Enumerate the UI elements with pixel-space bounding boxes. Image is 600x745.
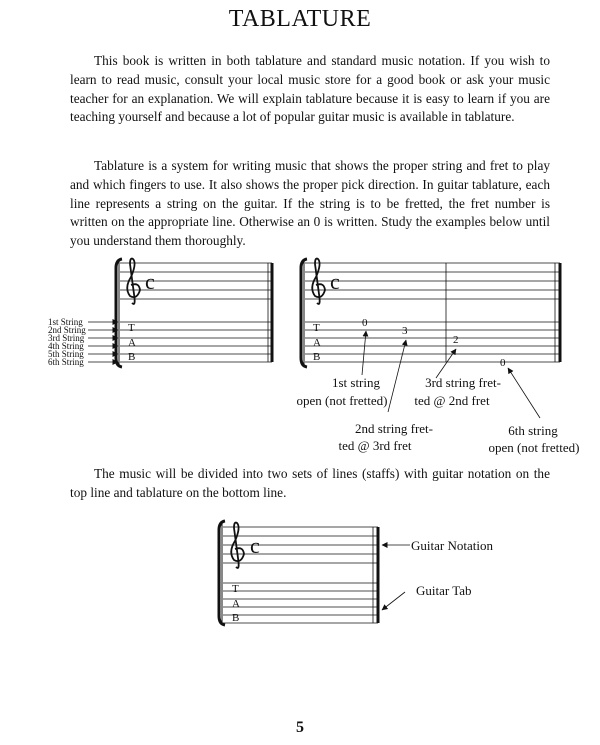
page-title: TABLATURE xyxy=(228,6,372,32)
string-label-diagram xyxy=(88,259,272,367)
string-label-1: 1st String xyxy=(48,317,83,327)
callout-string3-line2: ted @ 2nd fret xyxy=(414,393,490,408)
callout-string1-line1: 1st string xyxy=(331,375,381,390)
tab-letter-b: B xyxy=(128,351,136,363)
tab-letter-t: T xyxy=(313,322,320,334)
tab-letter-a: A xyxy=(128,337,136,349)
combined-staff-diagram xyxy=(219,521,410,625)
callout-string6-line2: open (not fretted) xyxy=(488,440,580,455)
time-signature: c xyxy=(330,269,340,294)
fret-number-string3: 2 xyxy=(453,334,459,346)
callout-string6-line1: 6th string xyxy=(508,423,558,438)
tab-letter-a: A xyxy=(232,598,240,610)
string-label-4: 4th String xyxy=(48,341,84,351)
fret-number-string2: 3 xyxy=(402,325,408,337)
string-labels xyxy=(48,317,86,367)
callout-string3-line1: 3rd string fret- xyxy=(425,375,501,390)
tab-staff xyxy=(120,322,272,362)
intro-paragraph: This book is written in both tablature and standard music notation. If you wish to learn to read music, consult your local music store for a good book or ask your music teacher for an explanation. We will explain tablature because it is easy to learn if you are teaching yourself and because a lot of popular guitar music is available in tablature. xyxy=(70,53,550,125)
callout-string2-line1: 2nd string fret- xyxy=(355,421,433,436)
tab-letter-b: B xyxy=(313,351,321,363)
tab-letter-t: T xyxy=(128,322,135,334)
fret-number-string1: 0 xyxy=(362,317,368,329)
tab-letter-b: B xyxy=(232,612,240,624)
guitar-tab-label: Guitar Tab xyxy=(416,583,472,598)
callout-string2-line2: ted @ 3rd fret xyxy=(338,438,412,453)
standard-staff xyxy=(120,263,272,299)
tab-letter-t: T xyxy=(232,583,239,595)
standard-staff xyxy=(223,527,378,563)
label-arrows xyxy=(382,545,410,610)
standard-staff xyxy=(305,263,560,299)
string-arrows xyxy=(88,322,118,362)
string-label-6: 6th String xyxy=(48,357,84,367)
tab-staff xyxy=(223,583,378,623)
tab-letter-a: A xyxy=(313,337,321,349)
callout-string1-line2: open (not fretted) xyxy=(296,393,388,408)
tab-staff xyxy=(305,322,560,362)
fret-number-string6: 0 xyxy=(500,357,506,369)
guitar-notation-label: Guitar Notation xyxy=(411,538,493,553)
time-signature: c xyxy=(145,269,155,294)
string-label-5: 5th String xyxy=(48,349,84,359)
string-label-2: 2nd String xyxy=(48,325,86,335)
time-signature: c xyxy=(250,533,260,558)
tablature-explanation-paragraph: Tablature is a system for writing music that shows the proper string and fret to play and which fingers to use. It also shows the proper pick direction. In guitar tablature, each line represents a string on the guitar. If the string is to be fretted, the fret number is written on the appropriate line. Otherwise an 0 is written. Study the examples below until you understand them thoroughly. xyxy=(70,158,550,249)
callout-labels xyxy=(297,375,580,455)
staff-division-paragraph: The music will be divided into two sets of lines (staffs) with guitar notation on the top line and tablature on the bottom line. xyxy=(70,466,550,500)
page-number: 5 xyxy=(296,719,304,736)
string-label-3: 3rd String xyxy=(48,333,85,343)
